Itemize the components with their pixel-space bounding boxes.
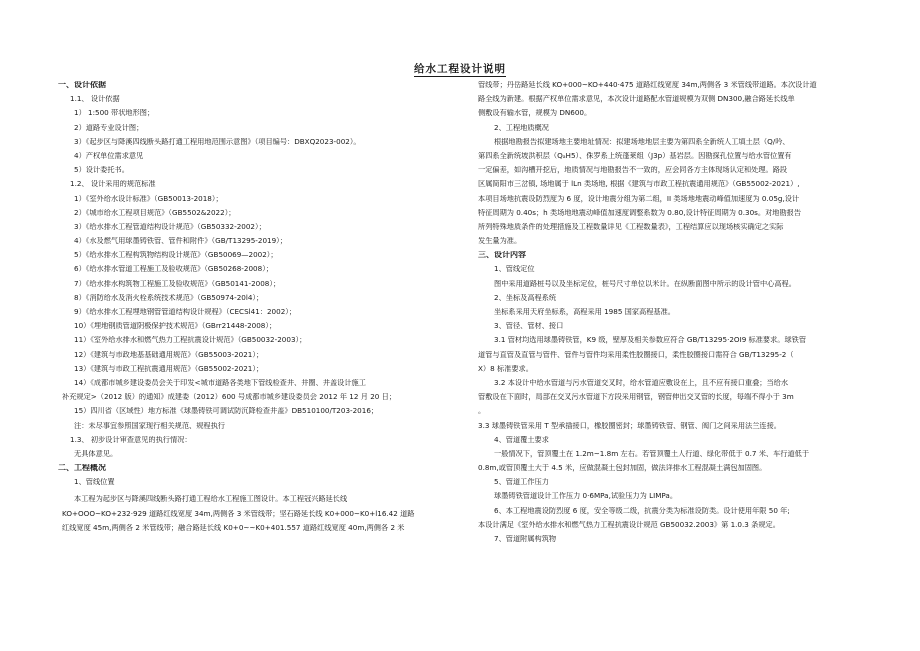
text-line: 3.2 本设计中给水管道与污水管道交叉时，给水管道应敷设在上，且不应有接口重叠；当给水 bbox=[494, 378, 789, 387]
text-line: 15）四川省（区域性）地方标准《球墨铸铁可调试防沉降检查井盖》DB510100/T203-2016； bbox=[74, 407, 379, 416]
text-line: 1） 1:500 带状地形图； bbox=[74, 109, 155, 118]
text-line: 5）《给水排水工程构筑物结构设计规范》（GB50069—2002）； bbox=[74, 251, 278, 260]
text-line: 13）《建筑与市政工程抗震通用规范》（GB55002-2021）； bbox=[74, 364, 264, 373]
text-line: 。 bbox=[478, 407, 486, 416]
text-line: 7）《给水排水构筑物工程施工及验收规范》（GB50141-2008）； bbox=[74, 279, 281, 288]
text-line: 本工程为起步区与降溪四线断头路打通工程给水工程施工图设计。本工程冠兴路延长线 bbox=[74, 495, 348, 504]
text-line: KO+OOO~KO+232·929 道路红线宽度 34m,两侧各 3 米管线带；坚石路延长线 K0+000~K0+l16.42 道路 bbox=[62, 509, 415, 518]
text-line: 发生量为准。 bbox=[478, 237, 522, 246]
text-line: 2）道路专业设计图； bbox=[74, 123, 144, 132]
text-line: X）8 标准要求。 bbox=[478, 364, 533, 373]
text-line: 14）《成都市城乡建设委员会关于印发<城市道路各类地下管线检查井、井圈、井盖设计施工 bbox=[74, 378, 366, 387]
section-heading: 一、设计依据 bbox=[58, 81, 106, 89]
text-line: 3）《给水排水工程管道结构设计规范》（GB50332-2002）； bbox=[74, 222, 266, 231]
text-line: 4）产权单位需求意见 bbox=[74, 151, 144, 160]
text-line: 12）《建筑与市政地基基础通用规范》（GB55003-2021）； bbox=[74, 350, 264, 359]
text-line: 所列特殊地质条件的处理措施及工程数量详见《工程数量表》，工程结算应以现场核实确定之实际 bbox=[478, 222, 784, 231]
text-line: 路全线为新建。根据产权单位需求意见，本次设计道路配水管道规模为双侧 DN300,融合路延长线单 bbox=[478, 95, 795, 104]
text-line: 道管与直管及直管与管件、管件与管件均采用柔性胶圈接口，柔性胶圈接口需符合 GB/T13295-2（ bbox=[478, 350, 794, 359]
section-heading: 三、设计内容 bbox=[478, 251, 526, 260]
text-line: 1、管线位置 bbox=[74, 478, 115, 487]
text-line: 管敷设在下面时，局部在交叉污水管道下方段采用钢管，钢管伸出交叉管的长度，每端不得小于 3m bbox=[478, 393, 794, 402]
text-line: 9）《给水排水工程埋地钢管管道结构设计规程》（CECSl41：2002）； bbox=[74, 308, 297, 316]
text-line: 补充规定>（2012 版）的通知》成建委（2012）600 号成都市城乡建设委员会 2012 年 12 月 20 日； bbox=[62, 393, 397, 402]
text-line: 本项目场地抗震设防烈度为 6 度，设计地震分组为第二组，II 类场地地震动峰值加速度为 0.05g,设计 bbox=[478, 194, 800, 203]
text-line: 11）《室外给水排水和燃气热力工程抗震设计规范》（GB50032-2003）； bbox=[74, 336, 307, 345]
text-line: 侧敷设有输水管，规模为 DN600。 bbox=[478, 109, 592, 118]
text-line: 第四系全新统坡洪积层（QₐH5）、侏罗系上统蓬莱组（J3p）基岩层。因勘探孔位置与给水管位置有 bbox=[478, 151, 792, 160]
text-line: 图中采用道路桩号以及坐标定位，桩号尺寸单位以米计。在纵断面图中所示的设计管中心高程。 bbox=[494, 279, 796, 288]
text-line: 特征周期为 0.40s；h 类场地地震动峰值加速度调整系数为 0.80,设计特征周期为 0.30s。对地勘报告 bbox=[478, 208, 802, 217]
text-line: 2）《城市给水工程项目规范》（GB5502&2022）； bbox=[74, 208, 236, 217]
text-line: 红线宽度 45m,两侧各 2 米管线带；融合路延长线 K0+0~~K0+401.557 道路红线宽度 40m,两侧各 2 米 bbox=[62, 523, 405, 532]
text-line: 5、管道工作压力 bbox=[494, 478, 549, 487]
text-line: 3.1 管材均选用球墨铸铁管，K9 级，壁厚及相关参数应符合 GB/T13295·2OI9 标准要求。球铁管 bbox=[494, 336, 807, 345]
text-line: 7、管道附属构筑物 bbox=[494, 535, 557, 543]
text-line: 一般情况下，管顶覆土在 1.2m~1.8m 左右。若管顶覆土人行道、绿化带低于 0.7 米、车行道低于 bbox=[494, 449, 810, 458]
text-line: 球墨铸铁管道设计工作压力 0·6MPa,试验压力为 LIMPa。 bbox=[494, 492, 678, 501]
text-line: 无具体意见。 bbox=[74, 449, 118, 458]
text-line: 0.8m,或管顶覆土大于 4.5 米，应做混凝土包封加固，做法详排水工程混凝土满包加固图。 bbox=[478, 464, 767, 473]
text-line: 10）《埋地钢质管道阴极保护技术规范》（GBrr21448-2008）； bbox=[74, 322, 277, 331]
text-line: 注：未尽事宜参照国家现行相关规范、规程执行 bbox=[74, 421, 225, 430]
text-line: 5）设计委托书。 bbox=[74, 166, 129, 175]
text-line: 3）《起步区与降溪四线断头路打通工程用地范围示意图》（项目编号：DBXQ2023-002）。 bbox=[74, 137, 361, 146]
text-line: 4）《水及燃气用球墨铸铁管、管件和附件》（GB/T13295-2019）； bbox=[74, 237, 287, 246]
text-line: 2、工程地质概况 bbox=[494, 123, 549, 132]
text-line: 一定偏差，如沟槽开挖后，地质情况与地勘报告不一致的，应会同各方主体现场认定和处理。路段 bbox=[478, 166, 788, 175]
text-line: 4、管道覆土要求 bbox=[494, 435, 549, 444]
text-line: 1.3、 初步设计审查意见的执行情况： bbox=[70, 435, 192, 444]
text-line: 8）《消防给水及消火栓系统技术规范》（GB50974-20l4）； bbox=[74, 293, 264, 302]
text-line: 管线带；丹岳路延长线 KO+000~KO+440·475 道路红线宽度 34m,两侧各 3 米管线带道路。本次设计道 bbox=[478, 81, 817, 89]
text-line: 1）《室外给水设计标准》（GB50013-2018）； bbox=[74, 194, 223, 203]
text-line: 2、坐标及高程系统 bbox=[494, 293, 557, 302]
text-line: 坐标系采用天府坐标系，高程采用 1985 国家高程基准。 bbox=[494, 308, 675, 316]
text-line: 6、本工程地震设防烈度 6 度，安全等级二级，抗震分类为标准设防类。设计使用年限 50 年; bbox=[494, 506, 790, 515]
section-heading: 二、工程概况 bbox=[58, 464, 106, 473]
text-line: 6）《给水排水管道工程施工及验收规范》（GB50268-2008）； bbox=[74, 265, 273, 274]
text-line: 1、管线定位 bbox=[494, 265, 535, 274]
text-line: 1.2、 设计采用的规范标准 bbox=[70, 180, 156, 189]
text-line: 3、管径、管材、接口 bbox=[494, 322, 564, 331]
text-line: 3.3 球墨铸铁管采用 T 型承插接口，橡胶圈密封；球墨铸铁管、钢管、阀门之间采用法兰连接。 bbox=[478, 421, 781, 430]
text-line: 本设计满足《室外给水排水和燃气热力工程抗震设计规范 GB50032.2003》第 1.0.3 条规定。 bbox=[478, 520, 780, 529]
text-line: 1.1、 设计依据 bbox=[70, 95, 120, 104]
text-line: 根据地勘报告拟建场地主要地址情况：拟建场地地层主要为第四系全新统人工填土层（Q/吟、 bbox=[494, 137, 790, 146]
right-column bbox=[478, 81, 885, 549]
page-title: 给水工程设计说明 bbox=[414, 63, 506, 75]
text-line: 区属简阳市三岔镇, 场地属于 lLn 类场地, 根据《建筑与市政工程抗震通用规范》（GB55002-2021）, bbox=[478, 180, 800, 189]
left-column bbox=[58, 81, 466, 538]
